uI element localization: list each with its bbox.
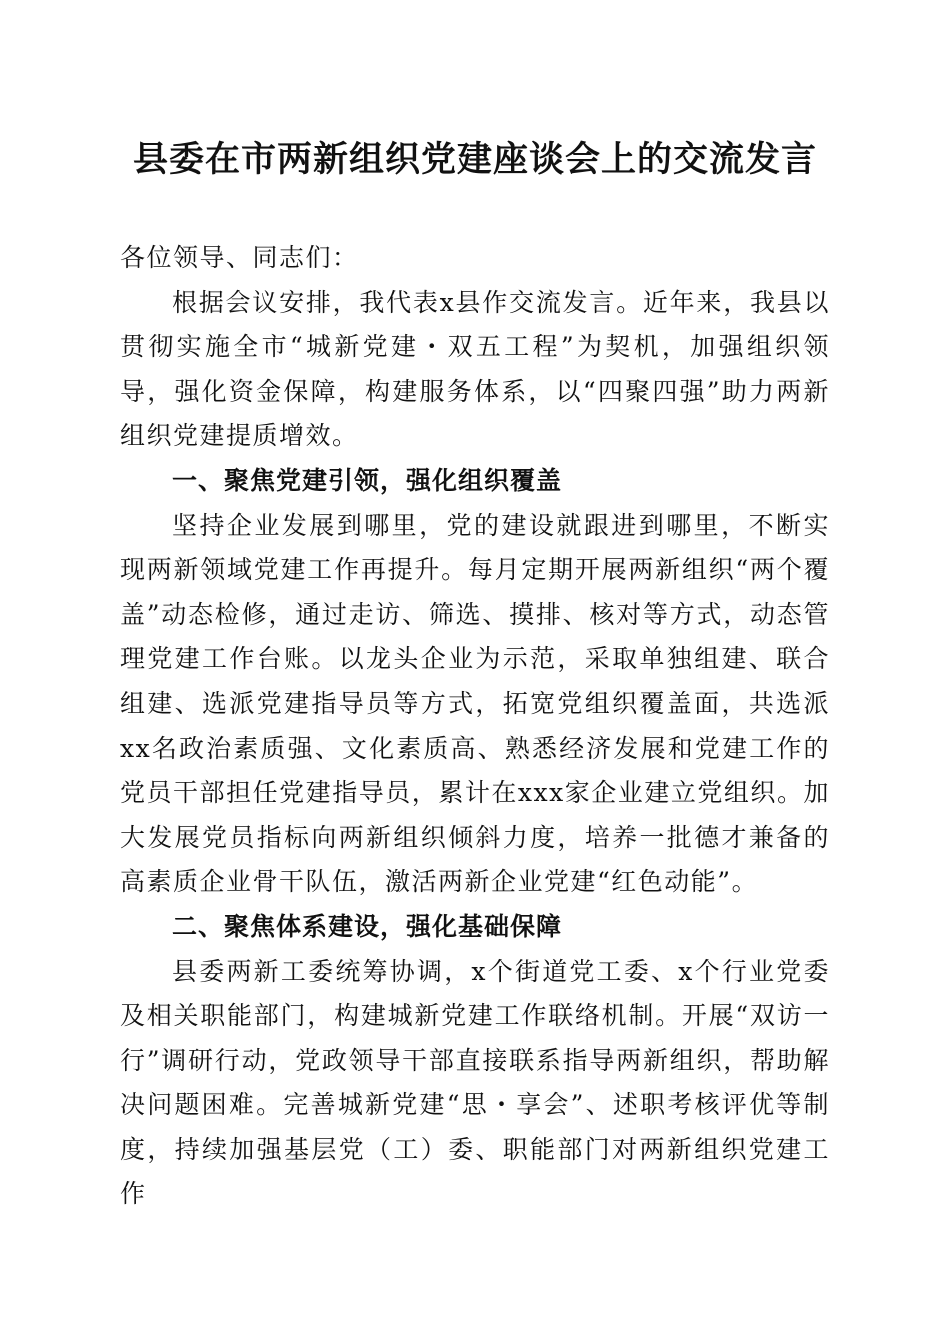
document-body xyxy=(120,236,830,1217)
salutation: 各位领导、同志们： xyxy=(120,243,359,272)
section-heading-2: 二、聚焦体系建设，强化基础保障 xyxy=(172,911,563,941)
section-paragraph-2: 县委两新工委统筹协调，x个街道党工委、x个行业党委及相关职能部门，构建城新党建工作联络机制。开展“双访一行”调研行动，党政领导干部直接联系指导两新组织，帮助解决问题困难。完善城新党建“思・享会”、述职考核评优等制度，持续加强基层党（工）委、职能部门对两新组织党建工作 xyxy=(120,956,830,1209)
document-title: 县委在市两新组织党建座谈会上的交流发言 xyxy=(132,139,817,180)
section-paragraph-1: 坚持企业发展到哪里，党的建设就跟进到哪里，不断实现两新领域党建工作再提升。每月定期开展两新组织“两个覆盖”动态检修，通过走访、筛选、摸排、核对等方式，动态管理党建工作台账。以龙头企业为示范，采取单独组建、联合组建、选派党建指导员等方式，拓宽党组织覆盖面，共选派xx名政治素质强、文化素质高、熟悉经济发展和党建工作的党员干部担任党建指导员，累计在xxx家企业建立党组织。加大发展党员指标向两新组织倾斜力度，培养一批德才兼备的高素质企业骨干队伍，激活两新企业党建“红色动能”。 xyxy=(120,510,830,897)
intro-paragraph: 根据会议安排，我代表x县作交流发言。近年来，我县以贯彻实施全市“城新党建・双五工程”为契机，加强组织领导，强化资金保障，构建服务体系，以“四聚四强”助力两新组织党建提质增效。 xyxy=(120,287,830,451)
section-heading-1: 一、聚焦党建引领，强化组织覆盖 xyxy=(172,465,563,495)
